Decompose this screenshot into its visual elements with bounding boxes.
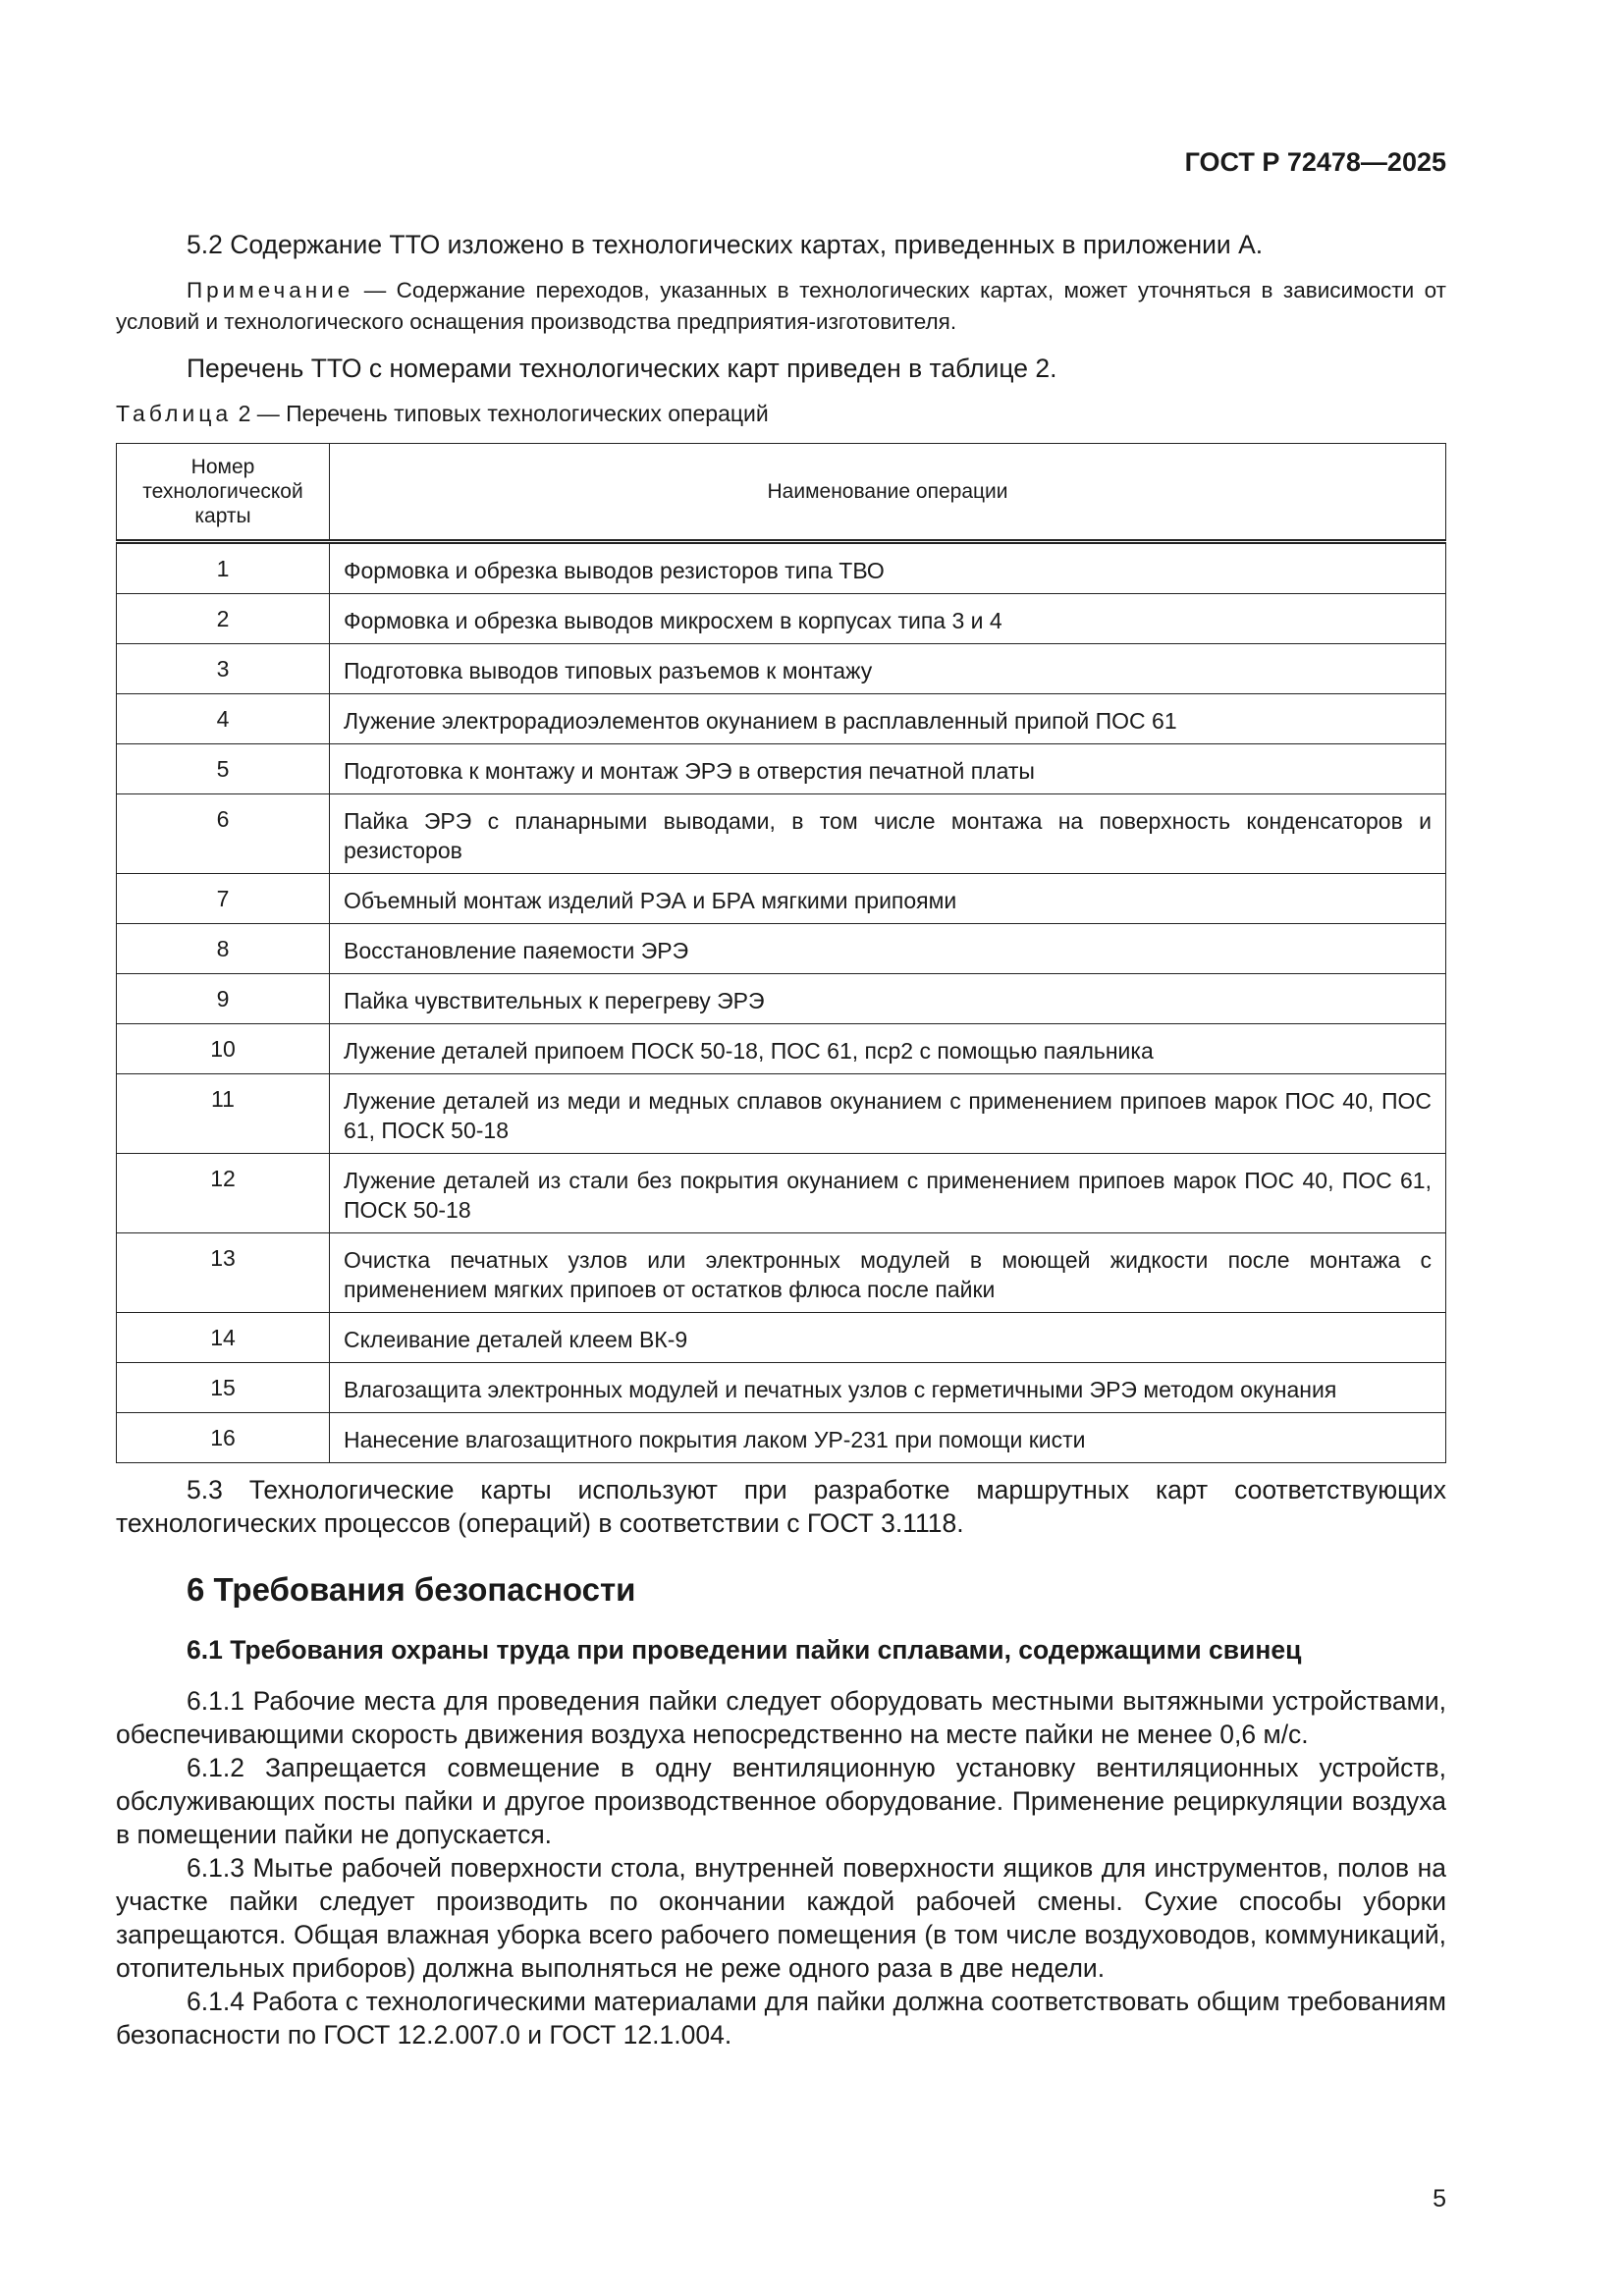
table-caption-label: Таблица	[116, 401, 233, 426]
operation-name-cell: Восстановление паяемости ЭРЭ	[330, 924, 1446, 974]
table-header-row	[117, 444, 1446, 542]
operation-name-cell: Очистка печатных узлов или электронных модулей в моющей жидкости после монтажа с применением мягких припоев от остатков флюса после пайки	[330, 1233, 1446, 1313]
card-number-cell: 4	[117, 694, 330, 744]
operation-name-cell: Склеивание деталей клеем ВК-9	[330, 1313, 1446, 1363]
table-row	[117, 1413, 1446, 1463]
card-number-cell: 12	[117, 1154, 330, 1233]
card-number-cell: 14	[117, 1313, 330, 1363]
table-row	[117, 1363, 1446, 1413]
paragraph-5-2: 5.2 Содержание ТТО изложено в технологических картах, приведенных в приложении А.	[187, 230, 1264, 259]
table-row	[117, 1024, 1446, 1074]
document-code: ГОСТ Р 72478—2025	[1184, 147, 1446, 177]
header-operation-name: Наименование операции	[330, 444, 1446, 542]
card-number-cell: 8	[117, 924, 330, 974]
card-number-cell: 2	[117, 594, 330, 644]
table-row	[117, 744, 1446, 794]
table-row	[117, 1154, 1446, 1233]
table-row	[117, 794, 1446, 874]
note-text: — Содержание переходов, указанных в технологических картах, может уточняться в зависимости от условий и технологического оснащения производства предприятия-изготовителя.	[116, 278, 1446, 334]
table-row	[117, 874, 1446, 924]
table-row	[117, 644, 1446, 694]
table-row	[117, 1074, 1446, 1154]
operation-name-cell: Формовка и обрезка выводов микросхем в корпусах типа 3 и 4	[330, 594, 1446, 644]
note-label: Примечание	[187, 278, 354, 302]
paragraph-6-1-4: 6.1.4 Работа с технологическими материалами для пайки должна соответствовать общим требованиям безопасности по ГОСТ 12.2.007.0 и ГОСТ 12.1.004.	[116, 1987, 1446, 2050]
card-number-cell: 9	[117, 974, 330, 1024]
card-number-cell: 3	[117, 644, 330, 694]
section-6-1-body	[116, 1684, 1446, 2051]
paragraph-5-3: 5.3 Технологические карты используют при разработке маршрутных карт соответствующих технологических процессов (операций) в соответствии с ГОСТ 3.1118.	[116, 1475, 1446, 1538]
operation-name-cell: Подготовка к монтажу и монтаж ЭРЭ в отверстия печатной платы	[330, 744, 1446, 794]
section-6-1-heading: 6.1 Требования охраны труда при проведении пайки сплавами, содержащими свинец	[187, 1635, 1302, 1665]
section-6-heading: 6 Требования безопасности	[187, 1571, 636, 1608]
paragraph-6-1-3: 6.1.3 Мытье рабочей поверхности стола, внутренней поверхности ящиков для инструментов, полов на участке пайки следует производить по окончании каждой рабочей смены. Сухие способы уборки запрещаются. Общая влажная уборка всего рабочего помещения (в том числе воздуховодов, коммуникаций, отопительных приборов) должна выполняться не реже одного раза в две недели.	[116, 1853, 1446, 1983]
paragraph-6-1-1: 6.1.1 Рабочие места для проведения пайки следует оборудовать местными вытяжными устройствами, обеспечивающими скорость движения воздуха непосредственно на месте пайки не менее 0,6 м/с.	[116, 1686, 1446, 1749]
card-number-cell: 13	[117, 1233, 330, 1313]
card-number-cell: 15	[117, 1363, 330, 1413]
operation-name-cell: Подготовка выводов типовых разъемов к монтажу	[330, 644, 1446, 694]
card-number-cell: 16	[117, 1413, 330, 1463]
table-row	[117, 542, 1446, 594]
table-row	[117, 974, 1446, 1024]
card-number-cell: 1	[117, 542, 330, 594]
card-number-cell: 5	[117, 744, 330, 794]
header-card-number: Номер технологической карты	[117, 444, 330, 542]
card-number-cell: 6	[117, 794, 330, 874]
page-number: 5	[1433, 2185, 1446, 2213]
operation-name-cell: Лужение деталей припоем ПОСК 50-18, ПОС 61, пср2 с помощью паяльника	[330, 1024, 1446, 1074]
table-caption	[116, 401, 769, 427]
table-row	[117, 1233, 1446, 1313]
table-row	[117, 924, 1446, 974]
operation-name-cell: Лужение деталей из стали без покрытия окунанием с применением припоев марок ПОС 40, ПОС 61, ПОСК 50-18	[330, 1154, 1446, 1233]
operation-name-cell: Нанесение влагозащитного покрытия лаком УР-231 при помощи кисти	[330, 1413, 1446, 1463]
paragraph-6-1-2: 6.1.2 Запрещается совмещение в одну вентиляционную установку вентиляционных устройств, обслуживающих посты пайки и другое производственное оборудование. Применение рециркуляции воздуха в помещении пайки не допускается.	[116, 1753, 1446, 1849]
operation-name-cell: Пайка чувствительных к перегреву ЭРЭ	[330, 974, 1446, 1024]
operations-table	[116, 443, 1446, 1463]
card-number-cell: 10	[117, 1024, 330, 1074]
operation-name-cell: Лужение деталей из меди и медных сплавов окунанием с применением припоев марок ПОС 40, ПОС 61, ПОСК 50-18	[330, 1074, 1446, 1154]
paragraph-list-intro: Перечень ТТО с номерами технологических карт приведен в таблице 2.	[187, 354, 1057, 383]
note	[116, 275, 1446, 338]
operation-name-cell: Пайка ЭРЭ с планарными выводами, в том числе монтажа на поверхность конденсаторов и резисторов	[330, 794, 1446, 874]
table-caption-text: 2 — Перечень типовых технологических операций	[232, 401, 769, 426]
operation-name-cell: Влагозащита электронных модулей и печатных узлов с герметичными ЭРЭ методом окунания	[330, 1363, 1446, 1413]
table-row	[117, 594, 1446, 644]
table-body	[117, 542, 1446, 1463]
operation-name-cell: Лужение электрорадиоэлементов окунанием в расплавленный припой ПОС 61	[330, 694, 1446, 744]
operation-name-cell: Объемный монтаж изделий РЭА и БРА мягкими припоями	[330, 874, 1446, 924]
card-number-cell: 11	[117, 1074, 330, 1154]
table-row	[117, 1313, 1446, 1363]
table-row	[117, 694, 1446, 744]
operation-name-cell: Формовка и обрезка выводов резисторов типа ТВО	[330, 542, 1446, 594]
card-number-cell: 7	[117, 874, 330, 924]
